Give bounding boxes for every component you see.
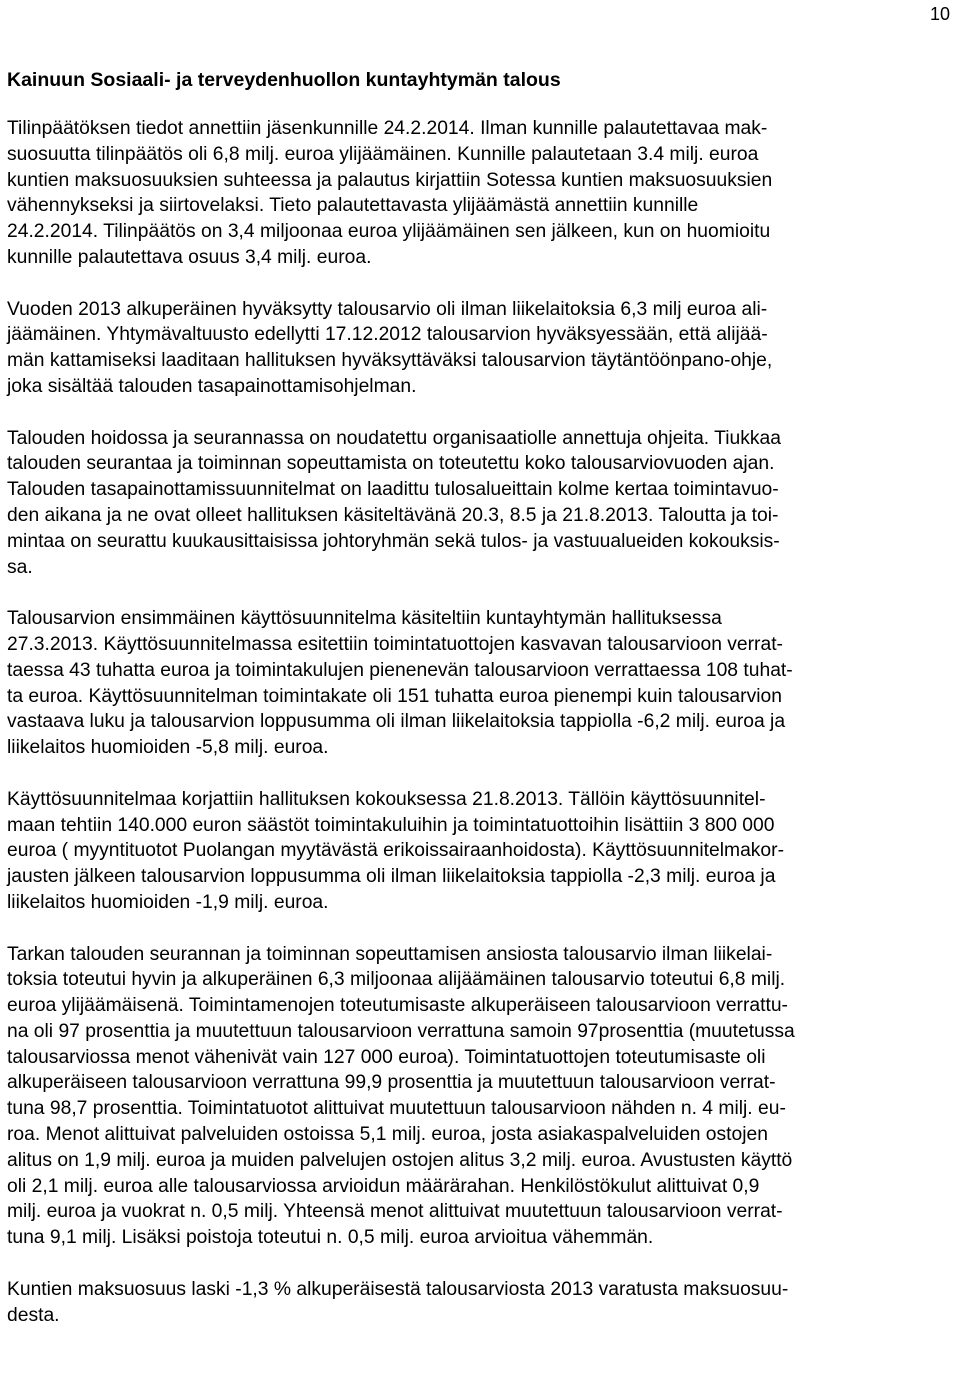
document-body <box>7 67 949 1328</box>
paragraph-budget-realization: Tarkan talouden seurannan ja toiminnan sopeuttamisen ansiosta talousarvio ilman liikelai- toksia toteutui hyvin ja alkuperäinen 6,3 miljoonaa alijäämäinen talousarvio toteutui 6,8 milj. euroa ylijäämäisenä. Toimintamenojen toteutumisaste alkuperäiseen talousarvioon verrattu- na oli 97 prosenttia ja muutettuun talousarvioon verrattuna samoin 97prosenttia (muutetussa talousarviossa menot vähenivät vain 127 000 euroa). Toimintatuottojen toteutumisaste oli alkuperäiseen talousarvioon verrattuna 99,9 prosenttia ja muutettuun talousarvioon verrat- tuna 98,7 prosenttia. Toimintatuotot alittuivat muutettuun talousarvioon nähden n. 4 milj. eu- roa. Menot alittuivat palveluiden ostoissa 5,1 milj. euroa, josta asiakaspalveluiden ostojen alitus on 1,9 milj. euroa ja muiden palvelujen ostojen alitus 3,2 milj. euroa. Avustusten käyttö oli 2,1 milj. euroa alle talousarviossa arvioidun määrärahan. Henkilöstökulut alittuivat 0,9 milj. euroa ja vuokrat n. 0,5 milj. Yhteensä menot alittuivat muutettuun talousarvioon verrat- tuna 9,1 milj. Lisäksi poistoja toteutui n. 0,5 milj. euroa arvioitua vähemmän. <box>7 943 795 1249</box>
page-number: 10 <box>929 4 950 24</box>
paragraph-municipal-contribution: Kuntien maksuosuus laski -1,3 % alkuperäisestä talousarviosta 2013 varatusta maksuosuu- desta. <box>7 1278 789 1326</box>
paragraph-usage-plan-correction: Käyttösuunnitelmaa korjattiin hallituksen kokouksessa 21.8.2013. Tällöin käyttösuunnitel- maan tehtiin 140.000 euron säästöt toimintakuluihin ja toimintatuottoihin lisättiin 3 800 000 euroa ( myyntituotot Puolangan myytävästä erikoissairaanhoidosta). Käyttösuunnitelmakor- jausten jälkeen talousarvion loppusumma oli ilman liikelaitoksia tappiolla -2,3 milj. euroa ja liikelaitos huomioiden -1,9 milj. euroa. <box>7 788 785 913</box>
paragraph-financial-statement: Tilinpäätöksen tiedot annettiin jäsenkunnille 24.2.2014. Ilman kunnille palautettavaa mak- suosuutta tilinpäätös oli 6,8 milj. euroa ylijäämäinen. Kunnille palautetaan 3.4 milj. euroa kuntien maksuosuuksien suhteessa ja palautus kirjattiin Sotessa kuntien maksuosuuksien vähennykseksi ja siirtovelaksi. Tieto palautettavasta ylijäämästä annettiin kunnille 24.2.2014. Tilinpäätös on 3,4 miljoonaa euroa ylijäämäinen sen jälkeen, kun on huomioitu kunnille palautettava osuus 3,4 milj. euroa. <box>7 118 773 268</box>
paragraph-usage-plan: Talousarvion ensimmäinen käyttösuunnitelma käsiteltiin kuntayhtymän hallituksessa 27.3.2013. Käyttösuunnitelmassa esitettiin toimintatuottojen kasvavan talousarvioon verrat- taessa 43 tuhatta euroa ja toimintakulujen pienenevän talousarvioon verrattaessa 108 tuhat- ta euroa. Käyttösuunnitelman toimintakate oli 151 tuhatta euroa pienempi kuin talousarvion vastaava luku ja talousarvion loppusumma oli ilman liikelaitoksia tappiolla -6,2 milj. euroa ja liikelaitos huomioiden -5,8 milj. euroa. <box>7 608 793 759</box>
document-title: Kainuun Sosiaali- ja terveydenhuollon kuntayhtymän talous <box>7 69 561 91</box>
paragraph-budget-2013: Vuoden 2013 alkuperäinen hyväksytty talousarvio oli ilman liikelaitoksia 6,3 milj euroa ali- jäämäinen. Yhtymävaltuusto edellytti 17.12.2012 talousarvion hyväksyessään, että alijää- män kattamiseksi laaditaan hallituksen hyväksyttäväksi talousarvion täytäntöönpano-ohje, joka sisältää talouden tasapainottamisohjelman. <box>7 298 773 397</box>
paragraph-financial-management: Talouden hoidossa ja seurannassa on noudatettu organisaatiolle annettuja ohjeita. Tiukkaa talouden seurantaa ja toiminnan sopeuttamista on toteutettu koko talousarviovuoden ajan. Talouden tasapainottamissuunnitelmat on laadittu tulosalueittain kolme kertaa toimintavuo- den aikana ja ne ovat olleet hallituksen käsiteltävänä 20.3, 8.5 ja 21.8.2013. Taloutta ja toi- mintaa on seurattu kuukausittaisissa johtoryhmän sekä tulos- ja vastuualueiden kokouksis- sa. <box>7 427 781 578</box>
